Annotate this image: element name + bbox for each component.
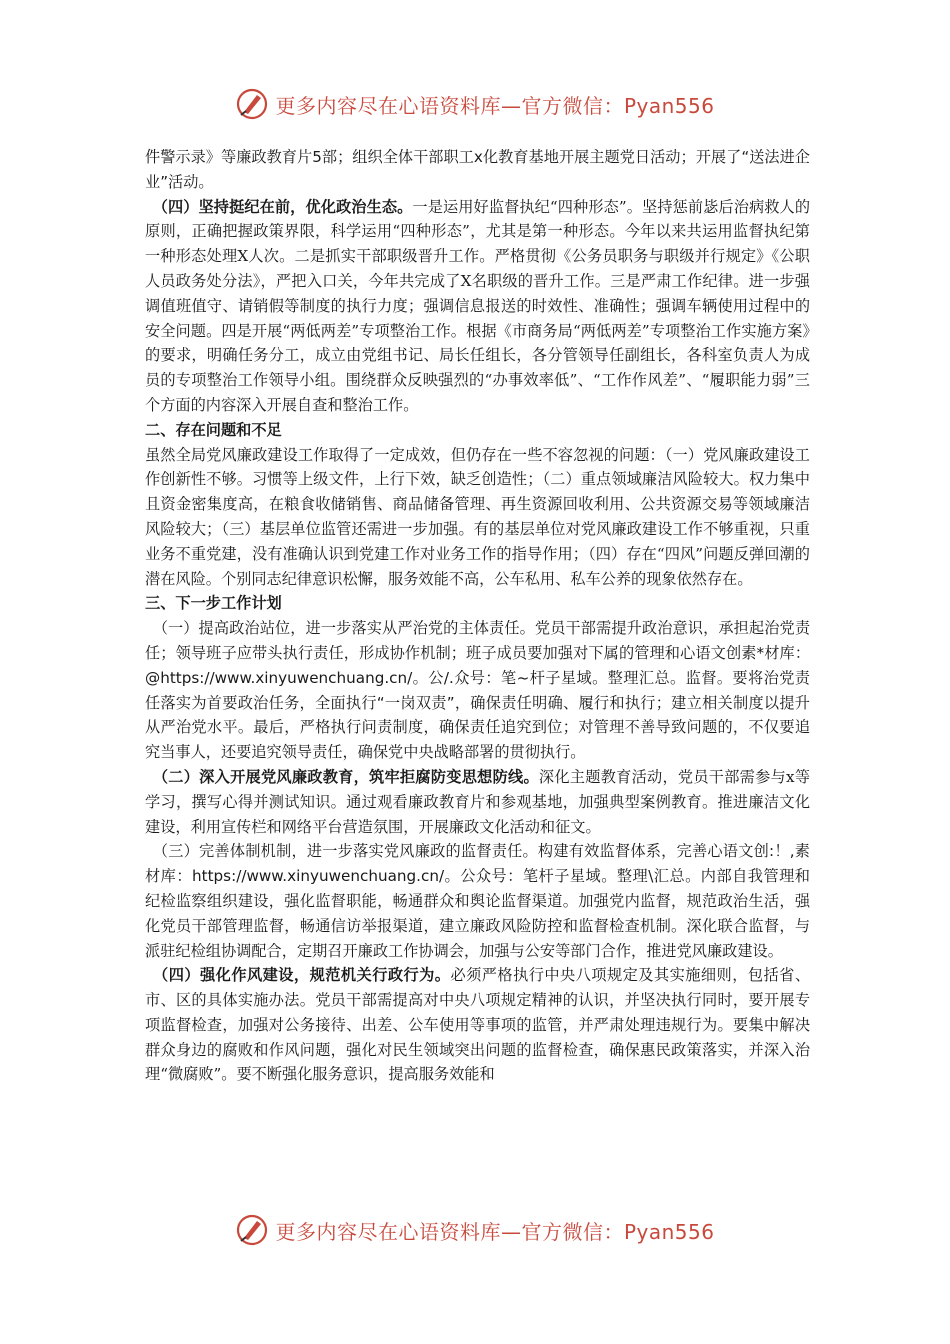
paragraph-body: （一）提高政治站位，进一步落实从严治党的主体责任。党员干部需提升政治意识，承担起治党责任；领导班子应带头执行责任，形成协作机制；班子成员要加强对下属的管理和心语文创素*材库：@https://www.xinyuwenchuang.cn/。公/.众号：笔~杆子星域。整理汇总。监督。要将治党责任落实为首要政治任务，全面执行“一岗双责”，确保责任明确、履行和执行；建立相关制度以提升从严治党水平。最后，严格执行问责制度，确保责任追究到位；对管理不善导致问题的，不仅要追究当事人，还要追究领导责任，确保党中央战略部署的贯彻执行。 [145, 619, 811, 762]
paragraph [145, 195, 810, 418]
subheading: （四）强化作风建设，规范机关行政行为。 [160, 966, 451, 985]
subheading: （四）坚持挺纪在前，优化政治生态。 [160, 197, 413, 216]
section-heading: 二、存在问题和不足 [145, 420, 282, 439]
section-heading: 三、下一步工作计划 [145, 594, 282, 613]
paragraph [145, 616, 810, 765]
paragraph-body: 必须严格执行中央八项规定及其实施细则，包括省、市、区的具体实施办法。党员干部需提高对中央八项规定精神的认识，并坚决执行同时，要开展专项监督检查，加强对公务接待、出差、公车使用等事项的监管，并严肃处理违规行为。要集中解决群众身边的腐败和作风问题，强化对民生领域突出问题的监督检查，确保惠民政策落实，并深入治理“微腐败”。要不断强化服务意识，提高服务效能和 [145, 966, 811, 1084]
paragraph: 虽然全局党风廉政建设工作取得了一定成效，但仍存在一些不容忽视的问题：（一）党风廉政建设工作创新性不够。习惯等上级文件，上行下效，缺乏创造性；（二）重点领域廉洁风险较大。权力集中且资金密集度高，在粮食收储销售、商品储备管理、再生资源回收利用、公共资源交易等领域廉洁风险较大；（三）基层单位监管还需进一步加强。有的基层单位对党风廉政建设工作不够重视，只重业务不重党建，没有准确认识到党建工作对业务工作的指导作用；（四）存在“四风”问题反弹回潮的潜在风险。个别同志纪律意识松懈，服务效能不高，公车私用、私车公养的现象依然存在。 [145, 445, 810, 588]
footer-banner [0, 1210, 950, 1250]
paragraph [145, 839, 810, 963]
document-body [145, 145, 810, 1087]
header-banner [0, 84, 950, 124]
paragraph [145, 963, 810, 1087]
banner-text: 更多内容尽在心语资料库—官方微信：Pyan556 [275, 93, 715, 118]
banner-text: 更多内容尽在心语资料库—官方微信：Pyan556 [275, 1219, 715, 1244]
quill-logo-icon [235, 1213, 269, 1247]
paragraph-body: （三）完善体制机制，进一步落实党风廉政的监督责任。构建有效监督体系，完善心语文创:！,素材库：https://www.xinyuwenchuang.cn/。公众号：笔杆子星域。整理\汇总。内部自我管理和纪检监察组织建设，强化监督职能，畅通群众和舆论监督渠道。加强党内监督，规范政治生活，强化党员干部管理监督，畅通信访举报渠道，建立廉政风险防控和监督检查机制。深化联合监督，与派驻纪检组协调配合，定期召开廉政工作协调会，加强与公安等部门合作，推进党风廉政建设。 [145, 842, 810, 960]
paragraph: 件警示录》等廉政教育片5部；组织全体干部职工x化教育基地开展主题党日活动；开展了“送法进企业”活动。 [145, 148, 810, 191]
subheading: （二）深入开展党风廉政教育，筑牢拒腐防变思想防线。 [160, 767, 539, 786]
paragraph [145, 765, 810, 839]
paragraph-body: 一是运用好监督执纪“四种形态”。坚持惩前毖后治病救人的原则，正确把握政策界限，科学运用“四种形态”，尤其是第一种形态。今年以来共运用监督执纪第一种形态处理X人次。二是抓实干部职级晋升工作。严格贯彻《公务员职务与职级并行规定》《公职人员政务处分法》，严把入口关，今年共完成了X名职级的晋升工作。三是严肃工作纪律。进一步强调值班值守、请销假等制度的执行力度；强调信息报送的时效性、准确性；强调车辆使用过程中的安全问题。四是开展“两低两差”专项整治工作。根据《市商务局“两低两差”专项整治工作实施方案》的要求，明确任务分工，成立由党组书记、局长任组长，各分管领导任副组长，各科室负责人为成员的专项整治工作领导小组。围绕群众反映强烈的“办事效率低”、“工作作风差”、“履职能力弱”三个方面的内容深入开展自查和整治工作。 [145, 197, 811, 414]
paragraph-body: 深化主题教育活动，党员干部需参与x等学习，撰写心得并测试知识。通过观看廉政教育片和参观基地，加强典型案例教育。推进廉洁文化建设，利用宣传栏和网络平台营造氛围，开展廉政文化活动和征文。 [145, 767, 811, 836]
quill-logo-icon [235, 87, 269, 121]
